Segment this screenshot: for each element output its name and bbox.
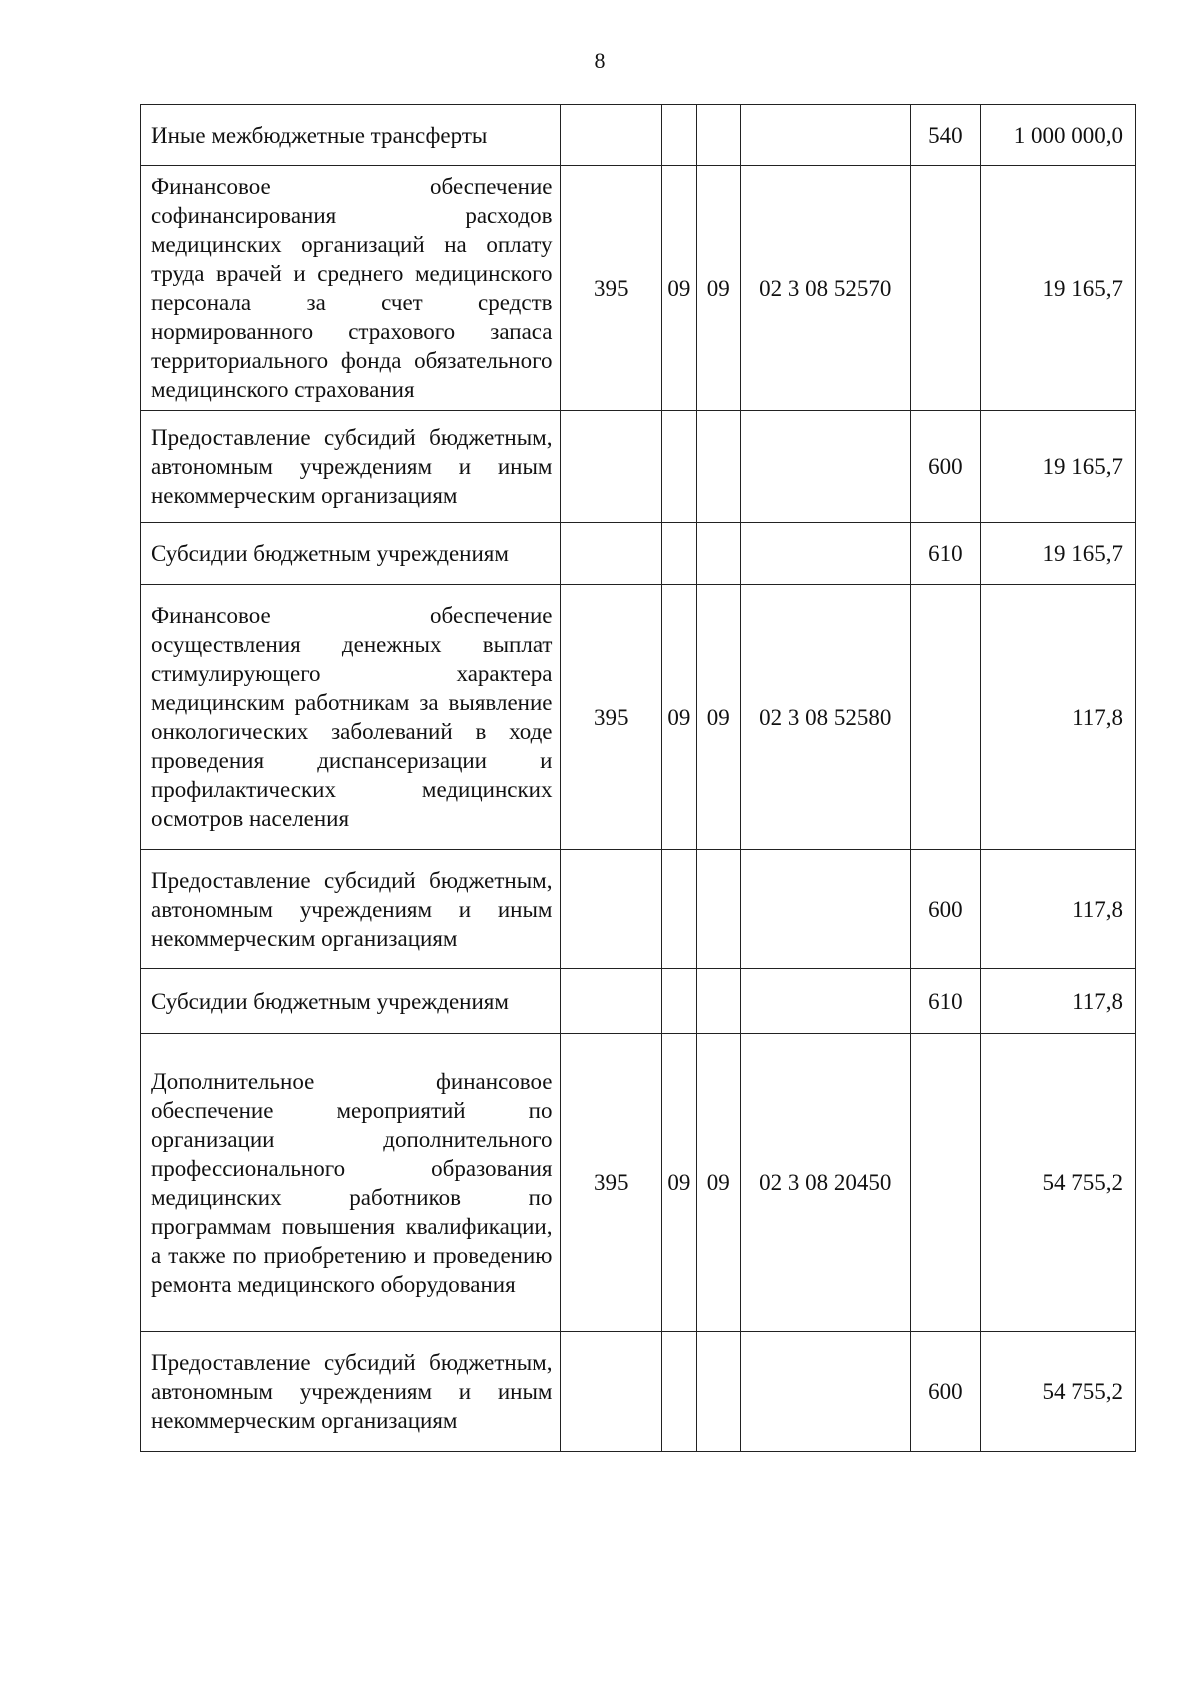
table-row (141, 166, 1136, 411)
row-subsection-code (696, 1332, 740, 1452)
row-section-code: 09 (661, 585, 696, 850)
row-section-code (661, 850, 696, 969)
row-ministry-code (561, 411, 661, 523)
row-amount: 1 000 000,0 (980, 105, 1135, 166)
row-section-code (661, 969, 696, 1034)
page-number: 8 (594, 48, 606, 73)
row-section-code (661, 411, 696, 523)
row-ministry-code (561, 969, 661, 1034)
budget-table-container (140, 104, 1136, 1452)
row-subsection-code: 09 (696, 585, 740, 850)
row-amount: 19 165,7 (980, 411, 1135, 523)
row-amount: 117,8 (980, 969, 1135, 1034)
table-row (141, 1034, 1136, 1332)
table-row (141, 523, 1136, 585)
row-target-code (740, 969, 910, 1034)
row-name: Предоставление субсидий бюджетным, автономным учреждениям и иным некоммерческим организациям (141, 1332, 561, 1452)
row-target-code: 02 3 08 20450 (740, 1034, 910, 1332)
table-row (141, 850, 1136, 969)
row-target-code: 02 3 08 52570 (740, 166, 910, 411)
row-section-code: 09 (661, 1034, 696, 1332)
row-target-code (740, 523, 910, 585)
row-target-code (740, 411, 910, 523)
row-subsection-code (696, 105, 740, 166)
row-name: Иные межбюджетные трансферты (141, 105, 561, 166)
row-amount: 54 755,2 (980, 1034, 1135, 1332)
row-name: Дополнительное финансовое обеспечение мероприятий по организации дополнительного профессионального образования медицинских работников по программам повышения квалификации, а также по приобретению и проведению ремонта медицинского оборудования (141, 1034, 561, 1332)
table-row (141, 105, 1136, 166)
row-target-code (740, 1332, 910, 1452)
row-subsection-code: 09 (696, 166, 740, 411)
row-target-code: 02 3 08 52580 (740, 585, 910, 850)
row-expense-type: 600 (910, 1332, 980, 1452)
row-amount: 19 165,7 (980, 166, 1135, 411)
row-expense-type (910, 585, 980, 850)
row-amount: 19 165,7 (980, 523, 1135, 585)
row-subsection-code (696, 411, 740, 523)
row-expense-type: 610 (910, 969, 980, 1034)
row-name: Субсидии бюджетным учреждениям (141, 523, 561, 585)
table-row (141, 1332, 1136, 1452)
row-expense-type: 600 (910, 850, 980, 969)
row-ministry-code (561, 850, 661, 969)
row-target-code (740, 850, 910, 969)
row-section-code (661, 105, 696, 166)
row-expense-type: 540 (910, 105, 980, 166)
row-section-code (661, 523, 696, 585)
row-section-code: 09 (661, 166, 696, 411)
row-name: Финансовое обеспечение софинансирования расходов медицинских организаций на оплату труда врачей и среднего медицинского персонала за счет средств нормированного страхового запаса территориального фонда обязательного медицинского страхования (141, 166, 561, 411)
row-ministry-code: 395 (561, 585, 661, 850)
row-expense-type (910, 166, 980, 411)
table-row (141, 585, 1136, 850)
row-name: Предоставление субсидий бюджетным, автономным учреждениям и иным некоммерческим организациям (141, 850, 561, 969)
row-ministry-code: 395 (561, 1034, 661, 1332)
row-name: Субсидии бюджетным учреждениям (141, 969, 561, 1034)
row-section-code (661, 1332, 696, 1452)
row-target-code (740, 105, 910, 166)
row-name: Финансовое обеспечение осуществления денежных выплат стимулирующего характера медицинским работникам за выявление онкологических заболеваний в ходе проведения диспансеризации и профилактических медицинских осмотров населения (141, 585, 561, 850)
budget-table (140, 104, 1136, 1452)
row-expense-type: 600 (910, 411, 980, 523)
table-row (141, 969, 1136, 1034)
table-row (141, 411, 1136, 523)
row-ministry-code: 395 (561, 166, 661, 411)
row-amount: 117,8 (980, 585, 1135, 850)
row-subsection-code: 09 (696, 1034, 740, 1332)
row-name: Предоставление субсидий бюджетным, автономным учреждениям и иным некоммерческим организациям (141, 411, 561, 523)
row-ministry-code (561, 1332, 661, 1452)
row-ministry-code (561, 105, 661, 166)
row-amount: 54 755,2 (980, 1332, 1135, 1452)
row-ministry-code (561, 523, 661, 585)
row-expense-type (910, 1034, 980, 1332)
row-amount: 117,8 (980, 850, 1135, 969)
row-subsection-code (696, 850, 740, 969)
row-subsection-code (696, 523, 740, 585)
row-subsection-code (696, 969, 740, 1034)
row-expense-type: 610 (910, 523, 980, 585)
